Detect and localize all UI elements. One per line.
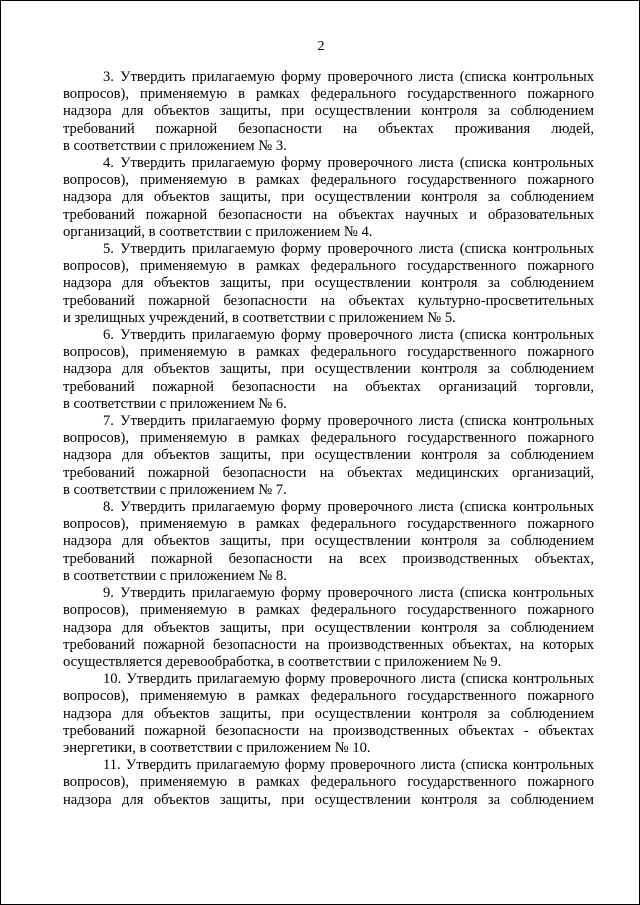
- text-line: 6. Утвердить прилагаемую форму проверочного листа (списка контрольных: [103, 327, 594, 344]
- text-line: требований пожарной безопасности на производственных объектах - объектах: [63, 722, 594, 739]
- text-line: требований пожарной безопасности на объектах научных и образовательных: [63, 206, 594, 223]
- text-line: в соответствии с приложением № 6.: [63, 395, 287, 412]
- text-line: 9. Утвердить прилагаемую форму проверочного листа (списка контрольных: [103, 585, 594, 602]
- document-body: [63, 69, 594, 809]
- text-line: 4. Утвердить прилагаемую форму проверочного листа (списка контрольных: [103, 155, 594, 172]
- text-line: 3. Утвердить прилагаемую форму проверочного листа (списка контрольных: [103, 69, 594, 85]
- text-line: требований пожарной безопасности на объектах проживания людей,: [63, 120, 594, 137]
- text-line: надзора для объектов защиты, при осуществлении контроля за соблюдением: [63, 619, 594, 636]
- text-line: осуществляется деревообработка, в соответствии с приложением № 9.: [63, 653, 502, 670]
- text-line: вопросов), применяемую в рамках федерального государственного пожарного: [63, 430, 594, 447]
- text-line: 10. Утвердить прилагаемую форму проверочного листа (списка контрольных: [103, 671, 594, 688]
- text-line: требований пожарной безопасности на производственных объектах, на которых: [63, 636, 594, 653]
- text-line: вопросов), применяемую в рамках федерального государственного пожарного: [63, 258, 594, 275]
- text-line: в соответствии с приложением № 8.: [63, 567, 287, 584]
- text-line: организаций, в соответствии с приложением № 4.: [63, 223, 373, 240]
- text-line: надзора для объектов защиты, при осуществлении контроля за соблюдением: [63, 275, 594, 292]
- text-line: вопросов), применяемую в рамках федерального государственного пожарного: [63, 86, 594, 103]
- text-line: надзора для объектов защиты, при осуществлении контроля за соблюдением: [63, 533, 594, 550]
- text-line: энергетики, в соответствии с приложением № 10.: [63, 739, 371, 756]
- text-line: 7. Утвердить прилагаемую форму проверочного листа (списка контрольных: [103, 413, 594, 430]
- paragraph-item: [63, 757, 594, 809]
- text-line: 11. Утвердить прилагаемую форму проверочного листа (списка контрольных: [103, 757, 594, 774]
- text-line: 5. Утвердить прилагаемую форму проверочного листа (списка контрольных: [103, 241, 594, 258]
- text-line: 8. Утвердить прилагаемую форму проверочного листа (списка контрольных: [103, 499, 594, 516]
- text-line: вопросов), применяемую в рамках федерального государственного пожарного: [63, 172, 594, 189]
- paragraph-item: [63, 585, 594, 671]
- text-line: вопросов), применяемую в рамках федерального государственного пожарного: [63, 344, 594, 361]
- text-line: и зрелищных учреждений, в соответствии с приложением № 5.: [63, 309, 456, 326]
- paragraph-item: [63, 241, 594, 327]
- text-line: вопросов), применяемую в рамках федерального государственного пожарного: [63, 774, 594, 791]
- text-line: вопросов), применяемую в рамках федерального государственного пожарного: [63, 688, 594, 705]
- text-line: надзора для объектов защиты, при осуществлении контроля за соблюдением: [63, 447, 594, 464]
- text-line: в соответствии с приложением № 3.: [63, 137, 287, 154]
- page-number: 2: [317, 39, 325, 54]
- paragraph-item: [63, 69, 594, 155]
- text-line: надзора для объектов защиты, при осуществлении контроля за соблюдением: [63, 103, 594, 120]
- paragraph-item: [63, 671, 594, 757]
- text-line: требований пожарной безопасности на объектах культурно-просветительных: [63, 292, 594, 309]
- paragraph-item: [63, 155, 594, 241]
- text-line: в соответствии с приложением № 7.: [63, 481, 287, 498]
- text-line: надзора для объектов защиты, при осуществлении контроля за соблюдением: [63, 791, 594, 808]
- text-line: надзора для объектов защиты, при осуществлении контроля за соблюдением: [63, 189, 594, 206]
- text-line: надзора для объектов защиты, при осуществлении контроля за соблюдением: [63, 705, 594, 722]
- paragraph-item: [63, 413, 594, 499]
- text-line: надзора для объектов защиты, при осуществлении контроля за соблюдением: [63, 361, 594, 378]
- text-line: требований пожарной безопасности на объектах медицинских организаций,: [63, 464, 594, 481]
- paragraph-item: [63, 499, 594, 585]
- paragraph-item: [63, 327, 594, 413]
- text-line: вопросов), применяемую в рамках федерального государственного пожарного: [63, 602, 594, 619]
- text-line: требований пожарной безопасности на всех производственных объектах,: [63, 550, 594, 567]
- text-line: вопросов), применяемую в рамках федерального государственного пожарного: [63, 516, 594, 533]
- text-line: требований пожарной безопасности на объектах организаций торговли,: [63, 378, 594, 395]
